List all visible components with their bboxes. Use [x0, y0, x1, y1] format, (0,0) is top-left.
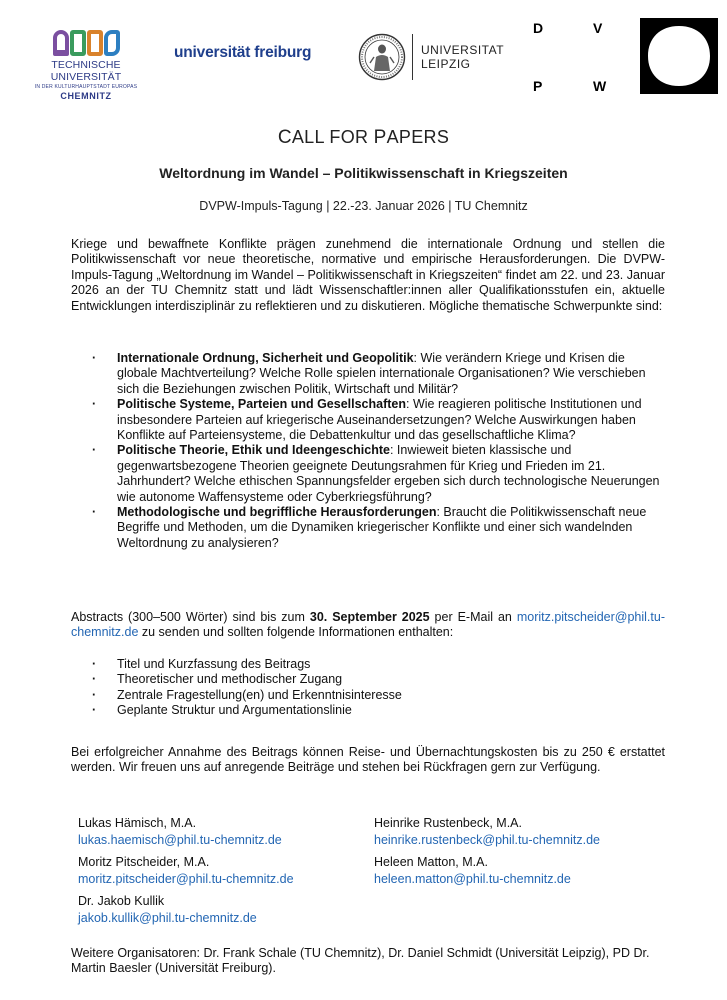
- topic-title: Internationale Ordnung, Sicherheit und Geopolitik: [117, 351, 414, 365]
- topic-text: : Braucht die Politikwissenschaft neue Begriffe und Methoden, um die Dynamiken kriegerischer Konflikte und einer sich wandelnden Weltordnung zu analysieren?: [117, 505, 647, 550]
- tu-chemnitz-city: CHEMNITZ: [60, 91, 112, 101]
- topic-item: [92, 397, 666, 443]
- cfp-initial-c: C: [277, 127, 292, 148]
- topic-item: [92, 351, 666, 397]
- abstracts-text-3: zu senden und sollten folgende Informationen enthalten:: [138, 625, 454, 640]
- contact-email-link[interactable]: heleen.matton@phil.tu-chemnitz.de: [374, 872, 571, 886]
- tu-chemnitz-logo: [26, 26, 146, 101]
- intro-paragraph: Kriege und bewaffnete Konflikte prägen zunehmend die internationale Ordnung und stellen die Politikwissenschaft vor neue theoretische, normative und empirische Herausforderungen. Die DVPW-Impuls-Tagung „Weltordnung im Wandel – Politikwissenschaft in Kriegszeiten“ findet am 22. und 23. Januar 2026 an der TU Chemnitz statt und lädt Wissenschaftler:innen aller Qualifikationsstufen ein, aktuelle Entwicklungen interdisziplinär zu reflektieren und zu diskutieren. Mögliche thematische Schwerpunkte sind:: [71, 237, 665, 313]
- uni-leipzig-logo: [358, 33, 504, 81]
- contact-block: [374, 815, 600, 849]
- abstracts-text-1: Abstracts (300–500 Wörter) sind bis zum: [71, 610, 310, 624]
- contact-block: [78, 893, 257, 927]
- dvpw-logo: [530, 18, 720, 98]
- contact-name: Heinrike Rustenbeck, M.A.: [374, 816, 522, 830]
- tu-chemnitz-mark-icon: [26, 26, 146, 56]
- contact-email-link[interactable]: heinrike.rustenbeck@phil.tu-chemnitz.de: [374, 833, 600, 847]
- abstracts-text-2: per E-Mail an: [429, 610, 517, 624]
- cfp-initial-p: P: [373, 127, 387, 148]
- topics-list: [92, 351, 666, 551]
- topic-item: [92, 505, 666, 551]
- contact-name: Moritz Pitscheider, M.A.: [78, 855, 210, 869]
- dvpw-letter-w: W: [593, 78, 607, 94]
- submission-email-link[interactable]: moritz.pitscheider@phil.tu-chemnitz.de: [71, 610, 665, 640]
- call-for-papers-heading: [0, 127, 727, 149]
- contact-name: Heleen Matton, M.A.: [374, 855, 488, 869]
- contact-block: [374, 854, 571, 888]
- event-details: DVPW-Impuls-Tagung | 22.-23. Januar 2026 | TU Chemnitz: [199, 199, 528, 213]
- requirements-list: [92, 657, 666, 719]
- contact-block: [78, 854, 294, 888]
- leipzig-name-line1: UNIVERSITAT: [421, 43, 505, 57]
- dvpw-letter-d: D: [533, 20, 544, 36]
- tu-chemnitz-name: TECHNISCHE UNIVERSITÄT: [50, 59, 122, 83]
- leipzig-name: [421, 43, 504, 71]
- cfp-word-2: APERS: [386, 127, 450, 147]
- dvpw-letter-v: V: [593, 20, 603, 36]
- topic-text: : Wie verändern Kriege und Krisen die globale Machtverteilung? Welche Rolle spielen internationale Organisationen? Wie verschieben sich die Beziehungen zwischen Politik, Wirtschaft und Militär?: [117, 351, 646, 396]
- topic-text: : Inwieweit bieten klassische und gegenwartsbezogene Theorien geeignete Deutungsrahmen für Krieg und Frieden im 21. Jahrhundert? Welche ethischen Spannungsfelder ergeben sich durch technologische Neuerungen wie autonome Waffensysteme oder Cyberkriegsführung?: [117, 443, 660, 504]
- requirement-item: · Zentrale Fragestellung(en) und Erkenntnisinteresse: [92, 688, 666, 703]
- cfp-word-1: ALL FOR: [291, 127, 374, 147]
- contact-email-link[interactable]: moritz.pitscheider@phil.tu-chemnitz.de: [78, 872, 294, 886]
- requirement-item: · Titel und Kurzfassung des Beitrags: [92, 657, 666, 672]
- contact-email-link[interactable]: lukas.haemisch@phil.tu-chemnitz.de: [78, 833, 282, 847]
- topic-title: Politische Theorie, Ethik und Ideengeschichte: [117, 443, 390, 458]
- conference-title: Weltordnung im Wandel – Politikwissenschaft in Kriegszeiten: [159, 165, 568, 181]
- requirement-item: · Geplante Struktur und Argumentationslinie: [92, 703, 666, 718]
- leipzig-name-line2: LEIPZIG: [421, 57, 471, 71]
- topic-title: Methodologische und begriffliche Herausforderungen: [117, 505, 437, 520]
- uni-freiburg-logo: universität freiburg: [174, 44, 312, 61]
- dvpw-letter-p: P: [533, 78, 543, 94]
- deadline: 30. September 2025: [309, 610, 430, 624]
- contact-name: Lukas Hämisch, M.A.: [78, 816, 197, 830]
- topic-item: [92, 443, 666, 505]
- requirement-item: · Theoretischer und methodischer Zugang: [92, 672, 666, 687]
- topic-title: Politische Systeme, Parteien und Gesellschaften: [117, 397, 406, 412]
- costs-paragraph: Bei erfolgreicher Annahme des Beitrags können Reise- und Übernachtungskosten bis zu 250 € erstattet werden. Wir freuen uns auf anregende Beiträge und stehen bei Rückfragen gern zur Verfügung.: [71, 745, 665, 775]
- leipzig-seal-icon: [358, 33, 406, 81]
- organizers-paragraph: Weitere Organisatoren: Dr. Frank Schale (TU Chemnitz), Dr. Daniel Schmidt (Universität Leipzig), PD Dr. Martin Baesler (Universität Freiburg).: [71, 946, 650, 976]
- topic-text: : Wie reagieren politische Institutionen und insbesondere Parteien auf kriegerische Auseinandersetzungen? Welche Auswirkungen haben Konflikte auf Parteiensysteme, die Debattenkultur und das gesellschaftliche Klima?: [117, 397, 642, 443]
- contact-email-link[interactable]: jakob.kullik@phil.tu-chemnitz.de: [78, 911, 257, 925]
- dvpw-shape-icon: [640, 18, 718, 94]
- contact-name: Dr. Jakob Kullik: [78, 894, 165, 908]
- contact-block: [78, 815, 282, 849]
- abstracts-paragraph: [71, 610, 665, 641]
- tu-chemnitz-subline: IN DER KULTURHAUPTSTADT EUROPAS: [34, 84, 138, 90]
- leipzig-divider: [412, 34, 413, 80]
